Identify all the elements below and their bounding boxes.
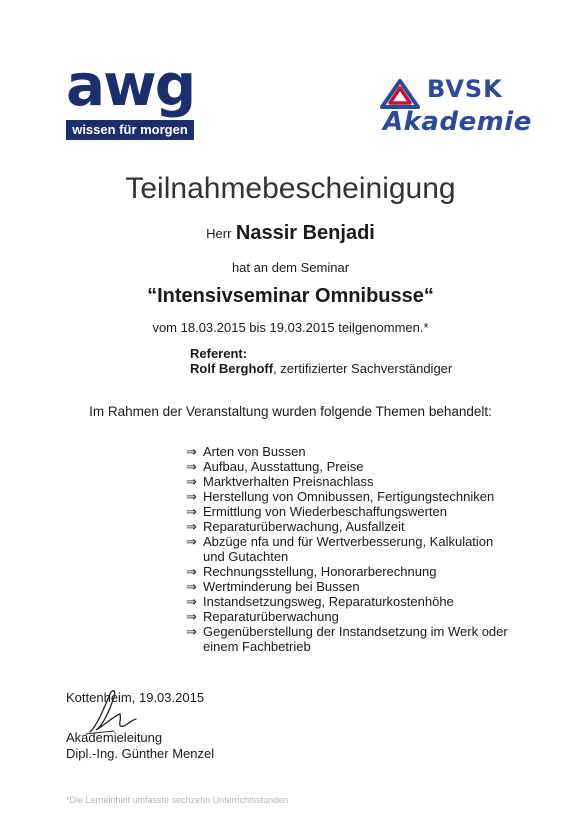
arrow-icon: ⇒	[186, 609, 197, 624]
arrow-icon: ⇒	[186, 489, 197, 504]
referent-name: Rolf Berghoff	[190, 361, 274, 376]
topic-item	[186, 564, 516, 579]
bvsk-logo-academy: Akademie	[383, 107, 532, 137]
topic-text: Arten von Bussen	[203, 444, 306, 459]
topic-item	[186, 609, 516, 624]
referent-line	[190, 361, 452, 376]
topic-text: Abzüge nfa und für Wertverbesserung, Kalkulation und Gutachten	[203, 534, 494, 564]
topic-text: Aufbau, Ausstattung, Preise	[203, 459, 364, 474]
topic-text: Reparaturüberwachung	[203, 609, 339, 624]
arrow-icon: ⇒	[186, 474, 197, 489]
recipient-name: Nassir Benjadi	[235, 222, 375, 244]
bvsk-logo-word: BVSK	[427, 75, 503, 103]
place-and-date: Kottenheim, 19.03.2015	[66, 690, 205, 705]
topic-item	[186, 444, 516, 459]
arrow-icon: ⇒	[186, 534, 197, 549]
awg-logo-tagline: wissen für morgen	[66, 120, 194, 140]
referent-label: Referent:	[190, 346, 248, 361]
arrow-icon: ⇒	[186, 444, 197, 459]
signer-name: Dipl.-Ing. Günther Menzel	[66, 746, 215, 761]
topic-text: Ermittlung von Wiederbeschaffungswerten	[203, 504, 447, 519]
topic-item	[186, 474, 516, 489]
arrow-icon: ⇒	[186, 519, 197, 534]
referent-qualification: , zertifizierter Sachverständiger	[273, 361, 453, 376]
topic-text: Reparaturüberwachung, Ausfallzeit	[203, 519, 405, 534]
arrow-icon: ⇒	[186, 564, 197, 579]
topic-text: Herstellung von Omnibussen, Fertigungstechniken	[203, 489, 495, 504]
awg-logo-word: awg	[66, 51, 195, 119]
arrow-icon: ⇒	[186, 624, 197, 639]
arrow-icon: ⇒	[186, 504, 197, 519]
topic-text: Wertminderung bei Bussen	[203, 579, 360, 594]
signer-role: Akademieleitung	[66, 730, 163, 745]
topic-item	[186, 534, 516, 564]
recipient-line	[0, 222, 581, 245]
awg-logo	[66, 51, 195, 144]
topic-item	[186, 579, 516, 594]
topics-list	[186, 444, 516, 654]
arrow-icon: ⇒	[186, 579, 197, 594]
topic-item	[186, 489, 516, 504]
bvsk-triangle-icon	[380, 79, 420, 109]
topic-item	[186, 459, 516, 474]
seminar-intro: hat an dem Seminar	[231, 260, 350, 275]
certificate-title: Teilnahmebescheinigung	[125, 172, 456, 205]
bvsk-academy-logo	[380, 75, 532, 141]
topic-text: Marktverhalten Preisnachlass	[203, 474, 374, 489]
topic-text: Instandsetzungsweg, Reparaturkostenhöhe	[203, 594, 454, 609]
seminar-title: “Intensivseminar Omnibusse“	[147, 285, 434, 307]
topic-item	[186, 624, 516, 654]
topic-text: Rechnungsstellung, Honorarberechnung	[203, 564, 437, 579]
topic-text: Gegenüberstellung der Instandsetzung im Werk oder einem Fachbetrieb	[203, 624, 508, 654]
topic-item	[186, 594, 516, 609]
topics-intro: Im Rahmen der Veranstaltung wurden folgende Themen behandelt:	[89, 404, 492, 419]
topic-item	[186, 504, 516, 519]
arrow-icon: ⇒	[186, 594, 197, 609]
recipient-salutation: Herr	[206, 226, 232, 241]
footnote: *Die Lerneinheit umfasste sechzehn Unterrichtsstunden	[66, 795, 289, 805]
topic-item	[186, 519, 516, 534]
arrow-icon: ⇒	[186, 459, 197, 474]
attendance-dates: vom 18.03.2015 bis 19.03.2015 teilgenommen.*	[152, 320, 429, 335]
